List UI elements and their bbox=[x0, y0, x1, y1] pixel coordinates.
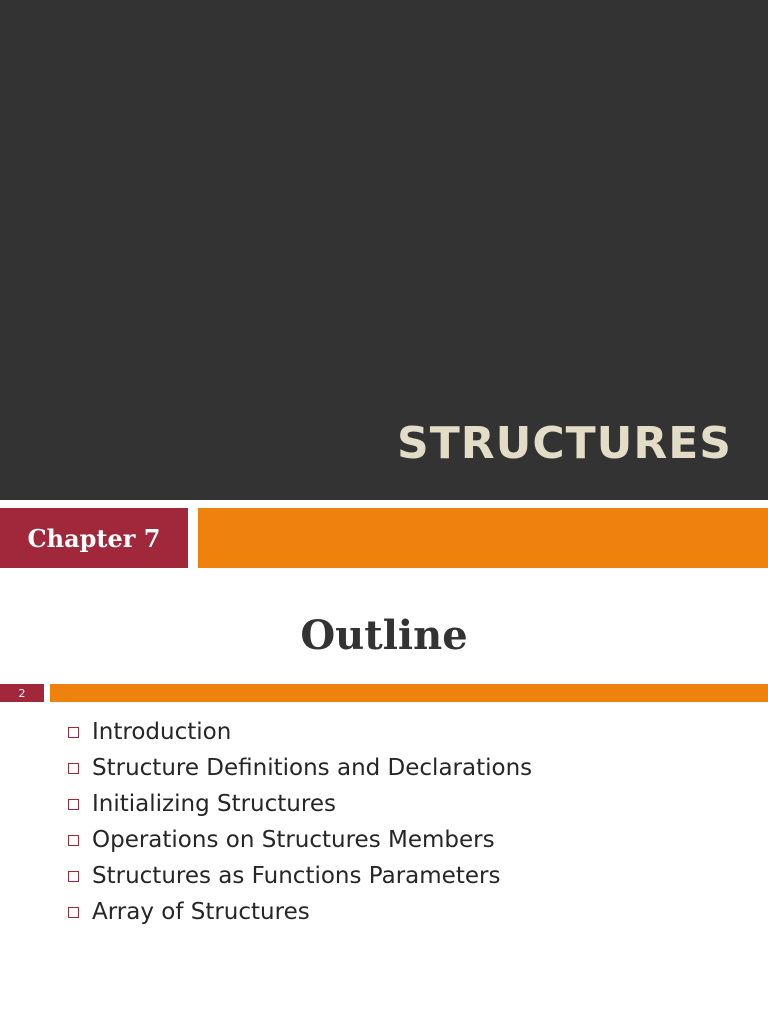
slide-number: 2 bbox=[0, 684, 44, 702]
square-bullet-icon bbox=[68, 835, 79, 846]
list-item-label: Structure Definitions and Declarations bbox=[92, 755, 533, 781]
list-item bbox=[68, 858, 532, 894]
list-item-label: Array of Structures bbox=[92, 899, 310, 925]
list-item bbox=[68, 822, 532, 858]
outline-heading: Outline bbox=[300, 612, 468, 659]
accent-bar-top bbox=[198, 508, 768, 568]
list-item bbox=[68, 750, 532, 786]
accent-bar-bottom bbox=[50, 684, 768, 702]
list-item-label: Initializing Structures bbox=[92, 791, 336, 817]
chapter-banner bbox=[0, 508, 188, 568]
chapter-label: Chapter 7 bbox=[27, 523, 161, 553]
square-bullet-icon bbox=[68, 907, 79, 918]
outline-list bbox=[68, 714, 532, 930]
square-bullet-icon bbox=[68, 799, 79, 810]
list-item-label: Introduction bbox=[92, 719, 232, 745]
list-item bbox=[68, 894, 532, 930]
square-bullet-icon bbox=[68, 763, 79, 774]
slide-divider bbox=[0, 500, 768, 508]
list-item-label: Structures as Functions Parameters bbox=[92, 863, 501, 889]
square-bullet-icon bbox=[68, 727, 79, 738]
list-item bbox=[68, 714, 532, 750]
square-bullet-icon bbox=[68, 871, 79, 882]
slide-title: STRUCTURES bbox=[397, 418, 732, 469]
list-item-label: Operations on Structures Members bbox=[92, 827, 495, 853]
list-item bbox=[68, 786, 532, 822]
title-slide-panel bbox=[0, 0, 768, 500]
